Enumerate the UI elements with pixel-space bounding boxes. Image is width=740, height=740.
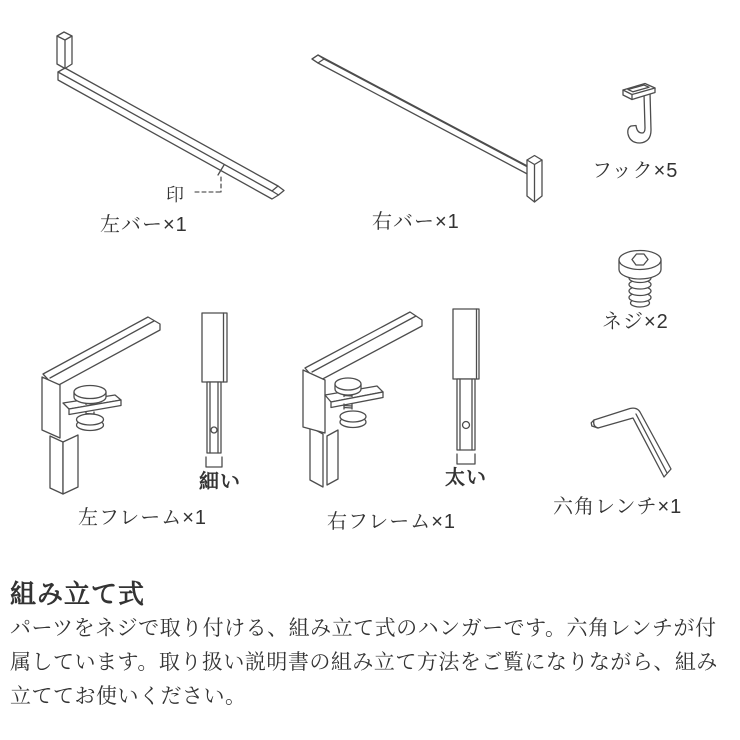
right-frame-rod-detail (450, 305, 490, 470)
section-body-text: パーツをネジで取り付ける、組み立て式のハンガーです。六角レンチが付属しています。取り扱い説明書の組み立て方法をご覧になりながら、組み立ててお使いください。 (10, 617, 718, 708)
left-frame-rod-detail (198, 310, 234, 470)
left-bar-label: 左バー×1 (100, 214, 188, 236)
hook-label: フック×5 (592, 160, 679, 182)
right-frame-drawing (288, 306, 438, 496)
section-heading: 組み立て式 (10, 579, 146, 609)
right-bar-drawing (300, 48, 555, 208)
right-frame-label: 右フレーム×1 (327, 511, 457, 533)
left-frame-label: 左フレーム×1 (78, 507, 208, 529)
thick-annotation: 太い (445, 467, 487, 489)
thin-annotation: 細い (199, 471, 241, 493)
right-bar-label: 右バー×1 (372, 211, 460, 233)
screw-drawing (612, 246, 668, 314)
hex-wrench-label: 六角レンチ×1 (553, 496, 683, 518)
hook-drawing (615, 80, 675, 160)
left-bar-mark-annotation: 印 (166, 185, 184, 205)
left-frame-drawing (35, 308, 190, 498)
screw-label: ネジ×2 (602, 311, 669, 333)
hex-wrench-drawing (585, 398, 680, 486)
